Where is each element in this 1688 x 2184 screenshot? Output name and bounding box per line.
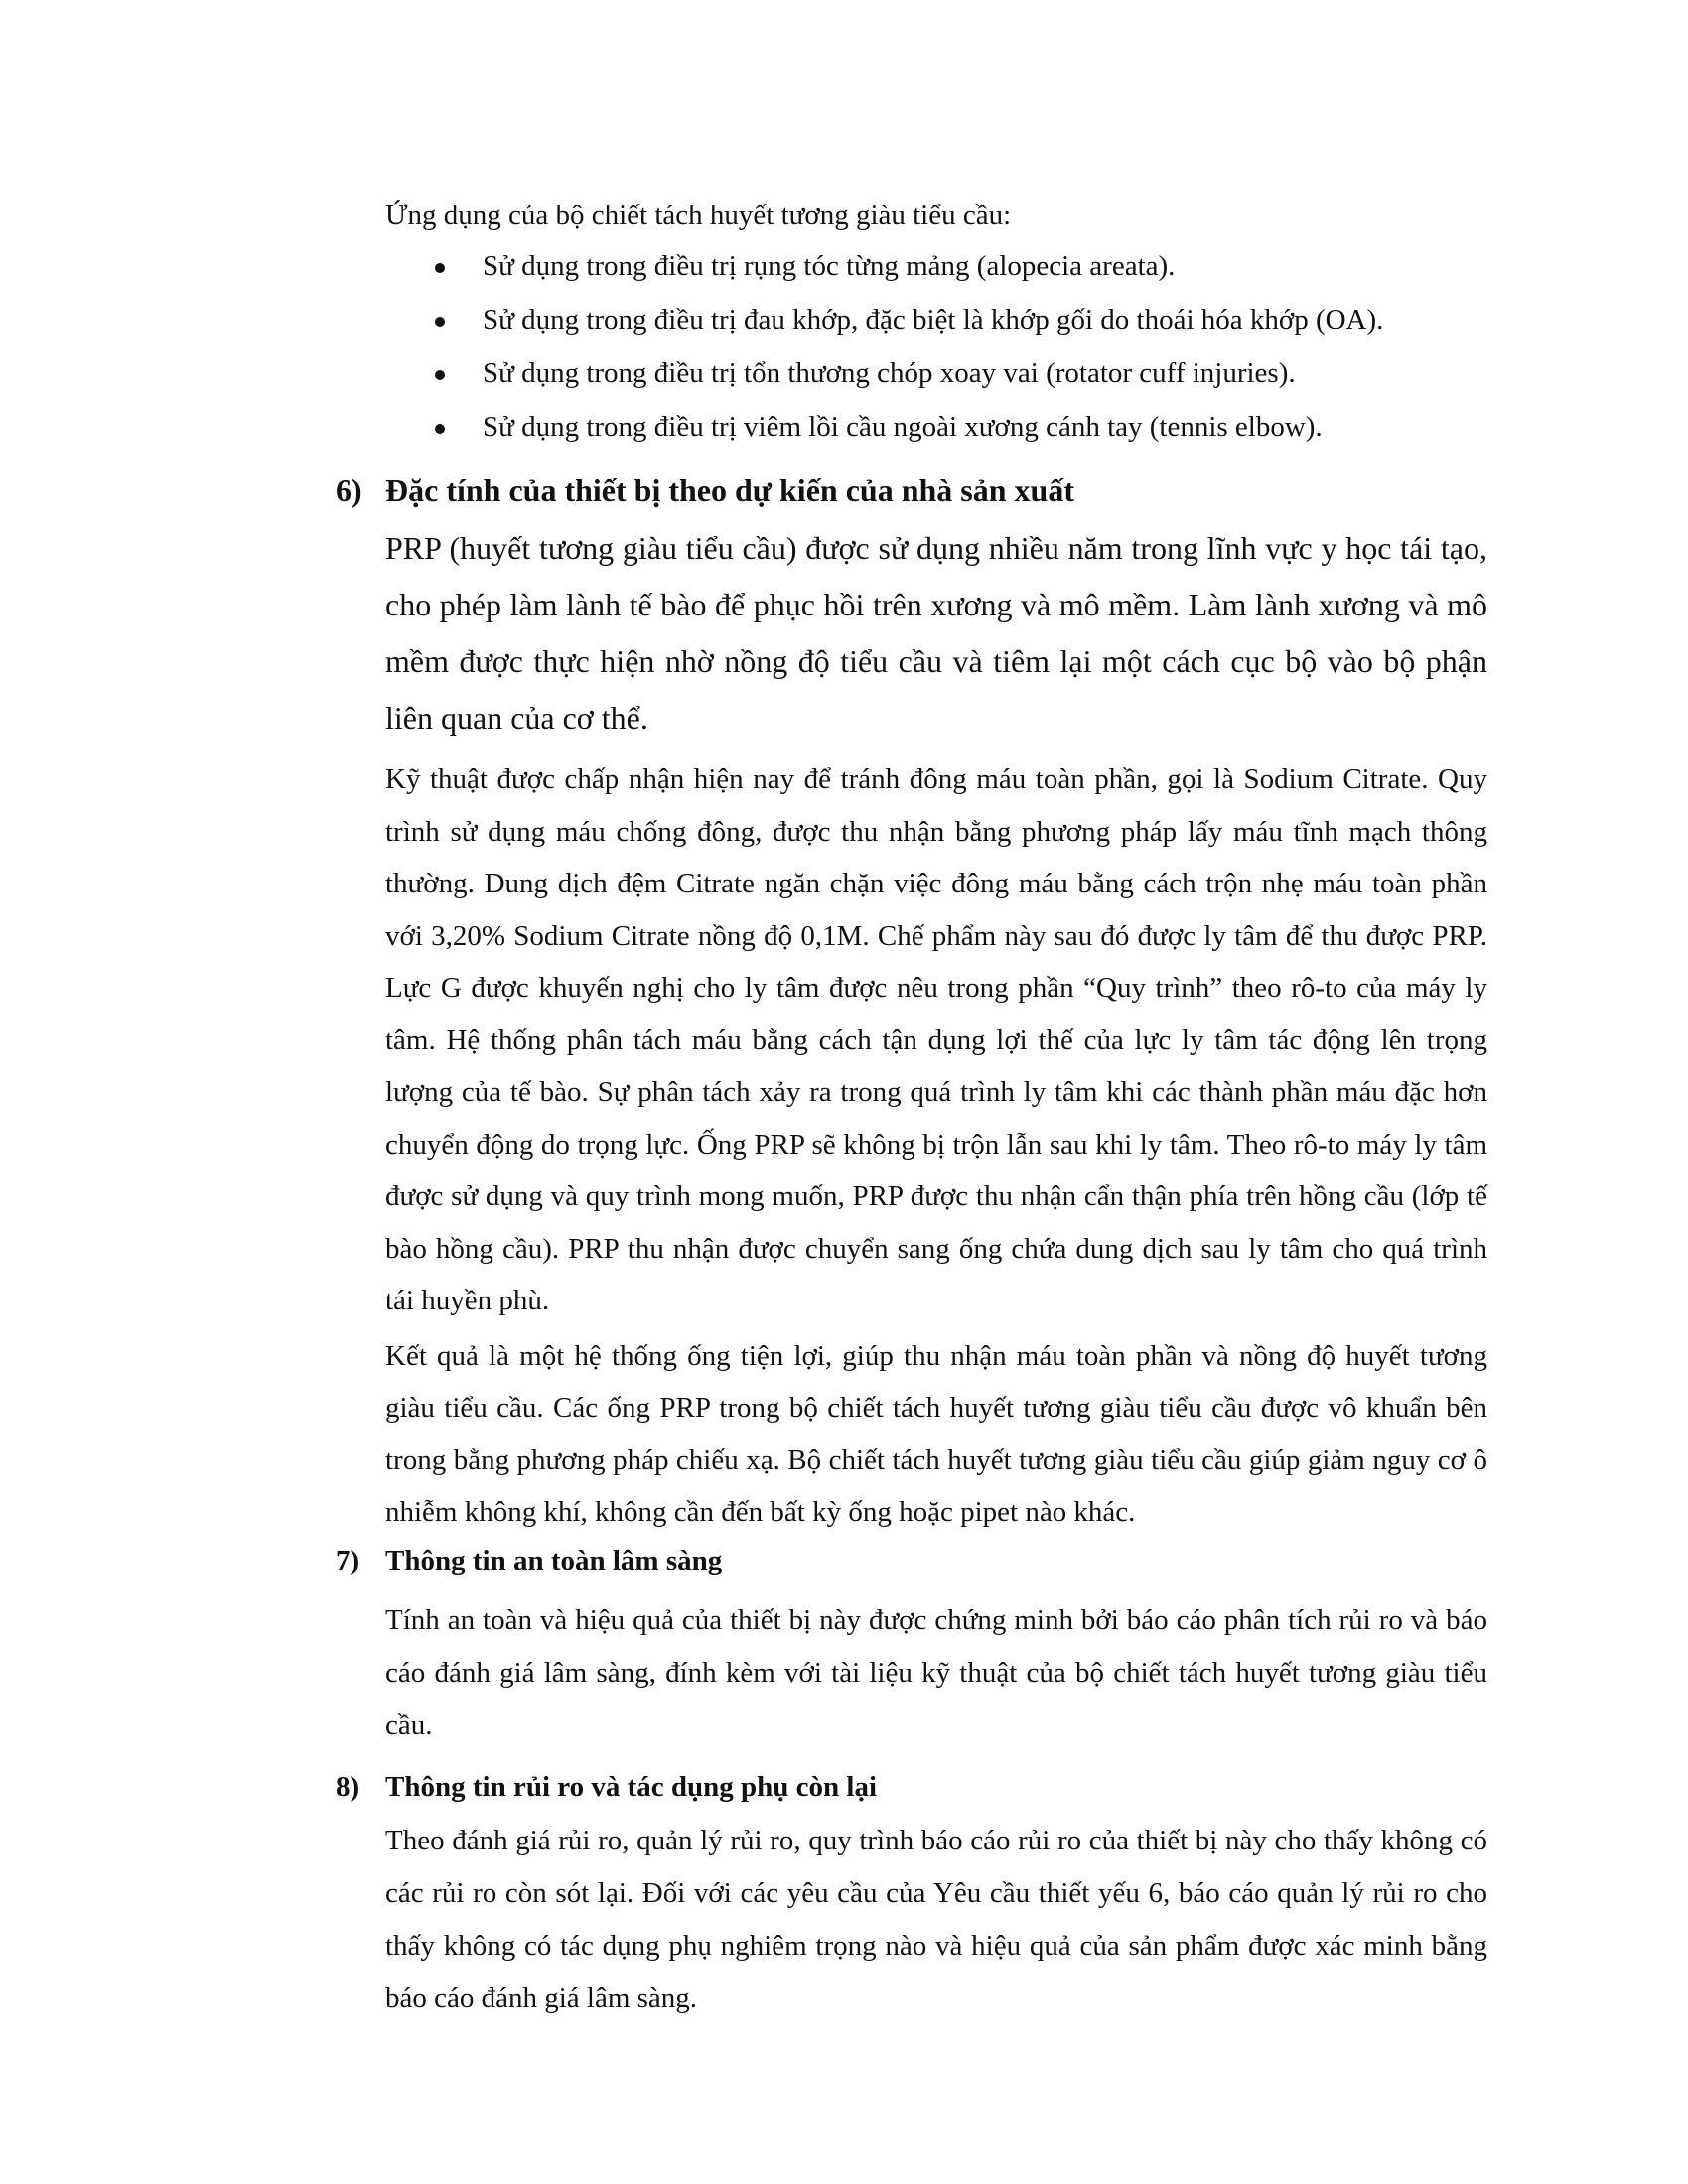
- section-heading: [336, 1767, 1487, 1807]
- list-item: [385, 353, 1497, 393]
- bullet-icon: [435, 263, 445, 273]
- section-6: [336, 469, 1487, 1539]
- bullet-icon: [435, 424, 445, 434]
- section-paragraph: Theo đánh giá rủi ro, quản lý rủi ro, quy trình báo cáo rủi ro của thiết bị này cho thấy không có các rủi ro còn sót lại. Đối với các yêu cầu của Yêu cầu thiết yếu 6, báo cáo quản lý rủi ro cho thấy không có tác dụng phụ nghiêm trọng nào và hiệu quả của sản phẩm được xác minh bằng báo cáo đánh giá lâm sàng.: [385, 1825, 1487, 2014]
- section-title: Thông tin an toàn lâm sàng: [385, 1545, 723, 1576]
- section-paragraph: Kết quả là một hệ thống ống tiện lợi, giúp thu nhận máu toàn phần và nồng độ huyết tương giàu tiểu cầu. Các ống PRP trong bộ chiết tách huyết tương giàu tiểu cầu được vô khuẩn bên trong bằng phương pháp chiếu xạ. Bộ chiết tách huyết tương giàu tiểu cầu giúp giảm nguy cơ ô nhiễm không khí, không cần đến bất kỳ ống hoặc pipet nào khác.: [385, 1339, 1487, 1528]
- list-item: [385, 407, 1497, 447]
- section-paragraph: PRP (huyết tương giàu tiểu cầu) được sử dụng nhiều năm trong lĩnh vực y học tái tạo, cho phép làm lành tế bào để phục hồi trên xương và mô mềm. Làm lành xương và mô mềm được thực hiện nhờ nồng độ tiểu cầu và tiêm lại một cách cục bộ vào bộ phận liên quan của cơ thể.: [385, 530, 1487, 736]
- list-item-text: Sử dụng trong điều trị rụng tóc từng mảng (alopecia areata).: [483, 250, 1176, 282]
- bullet-icon: [435, 317, 445, 327]
- section-title: Đặc tính của thiết bị theo dự kiến của nhà sản xuất: [385, 473, 1074, 508]
- section-paragraph: Kỹ thuật được chấp nhận hiện nay để tránh đông máu toàn phần, gọi là Sodium Citrate. Quy trình sử dụng máu chống đông, được thu nhận bằng phương pháp lấy máu tĩnh mạch thông thường. Dung dịch đệm Citrate ngăn chặn việc đông máu bằng cách trộn nhẹ máu toàn phần với 3,20% Sodium Citrate nồng độ 0,1M. Chế phẩm này sau đó được ly tâm để thu được PRP. Lực G được khuyến nghị cho ly tâm được nêu trong phần “Quy trình” theo rô-to của máy ly tâm. Hệ thống phân tách máu bằng cách tận dụng lợi thế của lực ly tâm tác động lên trọng lượng của tế bào. Sự phân tách xảy ra trong quá trình ly tâm khi các thành phần máu đặc hơn chuyển động do trọng lực. Ống PRP sẽ không bị trộn lẫn sau khi ly tâm. Theo rô-to máy ly tâm được sử dụng và quy trình mong muốn, PRP được thu nhận cẩn thận phía trên hồng cầu (lớp tế bào hồng cầu). PRP thu nhận được chuyển sang ống chứa dung dịch sau ly tâm cho quá trình tái huyền phù.: [385, 763, 1487, 1316]
- section-number: 8): [336, 1771, 360, 1803]
- section-7: [336, 1541, 1487, 1752]
- list-item: [385, 300, 1497, 340]
- intro-text: Ứng dụng của bộ chiết tách huyết tương giàu tiểu cầu:: [385, 200, 1012, 231]
- application-list: [385, 246, 1497, 461]
- list-item: [385, 246, 1497, 286]
- list-item-text: Sử dụng trong điều trị đau khớp, đặc biệt là khớp gối do thoái hóa khớp (OA).: [483, 304, 1384, 336]
- section-heading: [336, 1541, 1487, 1580]
- section-paragraph: Tính an toàn và hiệu quả của thiết bị này được chứng minh bởi báo cáo phân tích rủi ro và báo cáo đánh giá lâm sàng, đính kèm với tài liệu kỹ thuật của bộ chiết tách huyết tương giàu tiểu cầu.: [385, 1604, 1487, 1741]
- section-number: 7): [336, 1545, 360, 1576]
- section-title: Thông tin rủi ro và tác dụng phụ còn lại: [385, 1771, 878, 1803]
- section-heading: [336, 469, 1487, 512]
- section-number: 6): [336, 473, 362, 508]
- section-8: [336, 1767, 1487, 2025]
- bullet-icon: [435, 370, 445, 380]
- list-item-text: Sử dụng trong điều trị tổn thương chóp xoay vai (rotator cuff injuries).: [483, 357, 1296, 389]
- list-item-text: Sử dụng trong điều trị viêm lồi cầu ngoài xương cánh tay (tennis elbow).: [483, 411, 1323, 443]
